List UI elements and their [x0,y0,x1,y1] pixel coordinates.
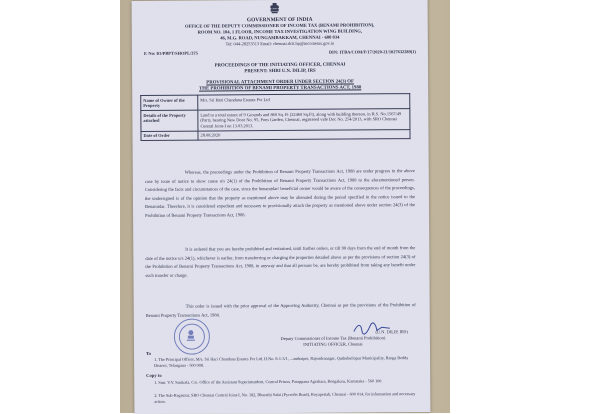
body-paragraph-1: Whereas, the proceedings under the Prohibition of Benami Property Transactions Act, 1988 are under progress in the above case by issue of notice to show cause u/s 24(1) of the Prohibition of Benami Property Transactions Act, 1988 to the aforementioned person. Considering the facts and circumstances of the case, since the benamidar/ beneficial owner would be aware of the consequences of the proceedings, the undersigned is of the opinion that the property as mentioned above may be alienated during the period specified in the notice issued to the Benamidar. Therefore, it is considered expedient and necessary to provisionally attach the property as mentioned above under section 24(3) of the Prohibition of Benami Property Transactions Act, 1988. [144,168,416,218]
property-details-table [140,93,410,141]
table-row [141,109,410,131]
header-room: ROOM NO. 104, 1 FLOOR, INCOME TAX INVESTIGATION WING BUILDING, [197,28,362,35]
copy-recipient-1: 1. Smt. V.V. Sasikala, C/o. Office of the Assistant Superintendent, Central Prison, Parappana Agrahara, Bengaluru, Karnataka - 560 100. [154,378,383,385]
order-title-line2: THE PROHIBITION OF BENAMI PROPERTY TRANSACTIONS ACT, 1988 [199,85,362,92]
to-label: To [146,350,151,356]
header-government: GOVERNMENT OF INDIA [246,16,313,24]
table-label: Name of Owner of the Property [141,95,198,110]
order-title-line1: PROVISIONAL ATTACHMENT ORDER UNDER SECTION 24(3) OF [206,79,354,86]
proceedings-title: PROCEEDINGS OF THE INITIATING OFFICER, CHENNAI [214,62,346,69]
official-seal-stamp [174,318,210,354]
body-paragraph-3: This order is issued with the prior approval of the Approving Authority, Chennai as per the provisions of the Prohibition of Benami Property Transactions Act, 1988. [145,302,416,318]
signature-block [244,329,422,348]
table-value: Land to a total extent of 9 Grounds and 860 Sq. Ft (22460 Sq.Ft), along with building thereon, in R.S. No.1567/49 (Part), bearing New Door No. 95, Poes Garden, Chennai, registered vide Doc No. 254/2013, with SRO Chennai Central Joint-I on 13.03.2013. [198,109,410,131]
header-address: 46, M.G. ROAD, NUNGAMBAKKAM, CHENNAI - 600 034 [220,34,340,41]
file-number: F. No: IO/PBPT/SHOPL/375 [143,50,198,56]
table-label: Date of Order [141,131,198,141]
table-value: M/s. Sri Hari Chandana Estates Pvt Ltd [198,94,410,110]
addressee: 1. The Principal Officer, M/s. Sri Hari Chandana Estates Pvt Ltd, H.No. 8-1-3/1, ...ambatpet, Rajendranagar, Quthubullapur Municipality, Ranga Reddy District, Telangana - 500 008. [154,355,409,369]
present-officer: PRESENT: SHRI U.N. DILIP, IRS [244,68,316,75]
table-label: Details of the Property attached [141,110,198,131]
national-emblem-icon [268,2,282,16]
header-contact: Tel: 044-28253513 Email: chennai.dcit.bp@incometax.gov.in [225,40,335,47]
copy-recipient-2: 2. The Sub-Registrar, SRO Chennai Central Joint-I, No. 182, Bharathi Salai (Pycrofts Road), Royapettah, Chennai - 600 014, for information and necessary action. [154,391,416,405]
signatory-office: INITIATING OFFICER, Chennai [303,341,363,347]
header-office: OFFICE OF THE DEPUTY COMMISSIONER OF INCOME TAX (BENAMI PROHIBITION), [185,22,375,29]
emblem-seal-icon [185,329,197,343]
notice-document [132,0,431,414]
table-row [141,129,410,140]
signatory-name: (U.N. DILIP, IRS) [375,329,408,335]
din-number: DIN: ITBA/COM/F/17/2020-21/1027632289(1) [328,49,416,55]
body-paragraph-2: It is ordered that you are hereby prohibited and restrained, until further orders, or till 90 days from the end of month from the date of the notice u/s 24(1), whichever is earlier, from transferring or charging the properties detailed above as per the provisions of section 24(3) of the Prohibition of Benami Property Transactions Act, 1988, in anyway and that all persons be, are hereby prohibited from taking any benefit under such transfer or charge. [145,245,416,278]
copy-to-label: Copy to [146,372,162,378]
table-value: 28.08.2020 [198,129,410,140]
signatory-designation: Deputy Commissioner of Income Tax (Benami Prohibition) [280,335,386,342]
